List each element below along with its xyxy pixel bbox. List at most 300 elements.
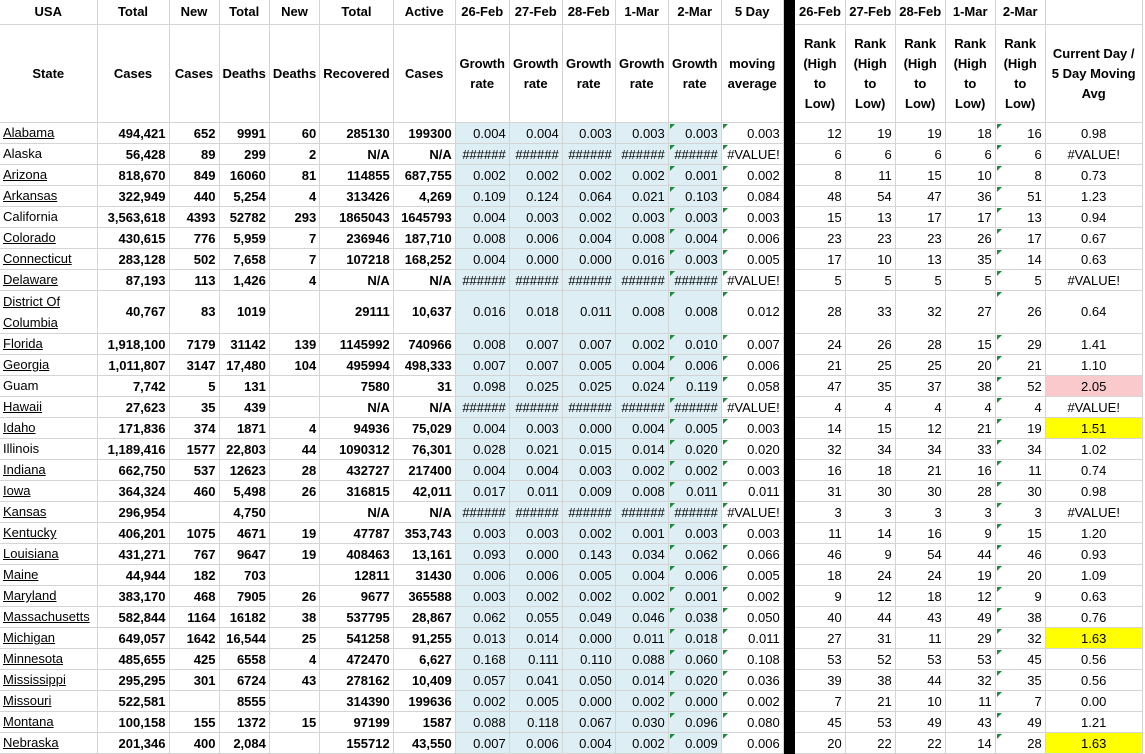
data-cell[interactable]: 3 <box>845 502 895 523</box>
data-cell[interactable]: 0.020 <box>668 670 721 691</box>
header-cell[interactable]: 5 Day <box>721 0 783 25</box>
state-name-cell[interactable]: Idaho <box>0 418 97 439</box>
state-name-cell[interactable]: California <box>0 207 97 228</box>
data-cell[interactable]: 0.003 <box>562 123 615 144</box>
data-cell[interactable]: 54 <box>895 544 945 565</box>
data-cell[interactable]: N/A <box>320 502 393 523</box>
data-cell[interactable]: 0.008 <box>455 334 509 355</box>
data-cell[interactable]: 502 <box>169 249 219 270</box>
data-cell[interactable]: 4,269 <box>393 186 455 207</box>
data-cell[interactable]: 24 <box>895 565 945 586</box>
data-cell[interactable]: 217400 <box>393 460 455 481</box>
header-cell[interactable]: Rank (High to Low) <box>895 25 945 123</box>
data-cell[interactable]: 13 <box>845 207 895 228</box>
state-name-cell[interactable]: Mississippi <box>0 670 97 691</box>
data-cell[interactable]: 0.041 <box>509 670 562 691</box>
data-cell[interactable]: 1,189,416 <box>97 439 169 460</box>
data-cell[interactable]: 0.020 <box>668 439 721 460</box>
header-cell[interactable]: 27-Feb <box>845 0 895 25</box>
state-name-cell[interactable]: Nebraska <box>0 733 97 754</box>
data-cell[interactable]: 18 <box>795 565 845 586</box>
data-cell[interactable]: 17,480 <box>219 355 269 376</box>
data-cell[interactable]: 0.002 <box>668 460 721 481</box>
data-cell[interactable]: 818,670 <box>97 165 169 186</box>
data-cell[interactable]: 21 <box>945 418 995 439</box>
data-cell[interactable]: 29111 <box>320 291 393 334</box>
data-cell[interactable]: 49 <box>895 712 945 733</box>
data-cell[interactable]: #VALUE! <box>1045 397 1142 418</box>
data-cell[interactable]: 27 <box>945 291 995 334</box>
data-cell[interactable]: ###### <box>615 502 668 523</box>
data-cell[interactable]: 313426 <box>320 186 393 207</box>
data-cell[interactable]: 24 <box>795 334 845 355</box>
data-cell[interactable]: 53 <box>845 712 895 733</box>
data-cell[interactable]: 24 <box>845 565 895 586</box>
data-cell[interactable]: 1865043 <box>320 207 393 228</box>
data-cell[interactable]: 0.002 <box>562 586 615 607</box>
data-cell[interactable]: 0.011 <box>721 628 783 649</box>
data-cell[interactable]: 0.004 <box>455 460 509 481</box>
data-cell[interactable]: 27 <box>795 628 845 649</box>
data-cell[interactable]: 0.084 <box>721 186 783 207</box>
data-cell[interactable]: 11 <box>795 523 845 544</box>
data-cell[interactable]: 171,836 <box>97 418 169 439</box>
data-cell[interactable]: 34 <box>845 439 895 460</box>
data-cell[interactable]: 849 <box>169 165 219 186</box>
data-cell[interactable]: 652 <box>169 123 219 144</box>
data-cell[interactable]: 28,867 <box>393 607 455 628</box>
data-cell[interactable]: 60 <box>269 123 319 144</box>
data-cell[interactable]: 9647 <box>219 544 269 565</box>
data-cell[interactable]: 1,011,807 <box>97 355 169 376</box>
data-cell[interactable]: 17 <box>945 207 995 228</box>
data-cell[interactable]: 18 <box>945 123 995 144</box>
data-cell[interactable]: 12 <box>895 418 945 439</box>
data-cell[interactable]: 0.005 <box>668 418 721 439</box>
data-cell[interactable]: 0.002 <box>455 165 509 186</box>
data-cell[interactable]: 6 <box>945 144 995 165</box>
data-cell[interactable]: 40 <box>795 607 845 628</box>
data-cell[interactable]: 0.050 <box>721 607 783 628</box>
data-cell[interactable]: 2 <box>269 144 319 165</box>
data-cell[interactable]: 52 <box>845 649 895 670</box>
data-cell[interactable]: 43 <box>895 607 945 628</box>
data-cell[interactable]: 28 <box>945 481 995 502</box>
data-cell[interactable]: 0.014 <box>615 670 668 691</box>
data-cell[interactable]: 139 <box>269 334 319 355</box>
data-cell[interactable]: 35 <box>845 376 895 397</box>
data-cell[interactable]: ###### <box>668 144 721 165</box>
data-cell[interactable]: 0.007 <box>721 334 783 355</box>
data-cell[interactable]: 283,128 <box>97 249 169 270</box>
header-cell[interactable]: Active <box>393 0 455 25</box>
data-cell[interactable]: 0.060 <box>668 649 721 670</box>
data-cell[interactable]: 0.108 <box>721 649 783 670</box>
data-cell[interactable]: 0.004 <box>615 418 668 439</box>
header-cell[interactable]: Recovered <box>320 25 393 123</box>
data-cell[interactable]: 0.007 <box>562 334 615 355</box>
data-cell[interactable]: 8 <box>795 165 845 186</box>
data-cell[interactable]: 0.005 <box>721 565 783 586</box>
data-cell[interactable]: 0.008 <box>615 481 668 502</box>
data-cell[interactable]: 0.011 <box>668 481 721 502</box>
data-cell[interactable]: 4 <box>995 397 1045 418</box>
data-cell[interactable]: #VALUE! <box>721 270 783 291</box>
data-cell[interactable]: 0.000 <box>562 418 615 439</box>
data-cell[interactable]: 29 <box>995 334 1045 355</box>
data-cell[interactable]: 0.018 <box>668 628 721 649</box>
data-cell[interactable]: 439 <box>219 397 269 418</box>
data-cell[interactable]: 0.63 <box>1045 586 1142 607</box>
data-cell[interactable]: 353,743 <box>393 523 455 544</box>
data-cell[interactable]: 34 <box>895 439 945 460</box>
data-cell[interactable]: 7179 <box>169 334 219 355</box>
data-cell[interactable]: 15 <box>269 712 319 733</box>
data-cell[interactable]: 9677 <box>320 586 393 607</box>
data-cell[interactable]: ###### <box>668 397 721 418</box>
data-cell[interactable]: 0.093 <box>455 544 509 565</box>
data-cell[interactable]: 29 <box>945 628 995 649</box>
data-cell[interactable]: ###### <box>562 144 615 165</box>
data-cell[interactable]: 0.006 <box>509 228 562 249</box>
data-cell[interactable]: 11 <box>995 460 1045 481</box>
data-cell[interactable]: 0.003 <box>721 418 783 439</box>
data-cell[interactable]: 537795 <box>320 607 393 628</box>
data-cell[interactable]: 9 <box>795 586 845 607</box>
data-cell[interactable]: 0.015 <box>562 439 615 460</box>
data-cell[interactable]: 39 <box>795 670 845 691</box>
header-cell[interactable]: Cases <box>97 25 169 123</box>
data-cell[interactable]: 0.004 <box>562 733 615 754</box>
data-cell[interactable]: 0.062 <box>455 607 509 628</box>
data-cell[interactable]: 21 <box>995 355 1045 376</box>
data-cell[interactable]: ###### <box>668 502 721 523</box>
data-cell[interactable] <box>269 565 319 586</box>
data-cell[interactable]: 25 <box>269 628 319 649</box>
data-cell[interactable]: 51 <box>995 186 1045 207</box>
data-cell[interactable]: 15 <box>795 207 845 228</box>
header-cell[interactable]: Deaths <box>269 25 319 123</box>
data-cell[interactable]: 12623 <box>219 460 269 481</box>
data-cell[interactable]: 17 <box>995 228 1045 249</box>
data-cell[interactable]: 1090312 <box>320 439 393 460</box>
data-cell[interactable]: 52782 <box>219 207 269 228</box>
data-cell[interactable]: N/A <box>393 270 455 291</box>
data-cell[interactable] <box>269 397 319 418</box>
data-cell[interactable]: 47 <box>895 186 945 207</box>
data-cell[interactable]: 0.003 <box>455 523 509 544</box>
header-cell[interactable]: 2-Mar <box>668 0 721 25</box>
data-cell[interactable]: 296,954 <box>97 502 169 523</box>
data-cell[interactable]: 37 <box>895 376 945 397</box>
data-cell[interactable]: 0.080 <box>721 712 783 733</box>
data-cell[interactable]: 0.005 <box>562 565 615 586</box>
data-cell[interactable]: 0.004 <box>509 123 562 144</box>
data-cell[interactable]: 22 <box>845 733 895 754</box>
data-cell[interactable]: 0.006 <box>455 565 509 586</box>
data-cell[interactable]: 0.004 <box>668 228 721 249</box>
data-cell[interactable]: 5 <box>169 376 219 397</box>
data-cell[interactable]: 3 <box>945 502 995 523</box>
data-cell[interactable]: 34 <box>995 439 1045 460</box>
data-cell[interactable]: 740966 <box>393 334 455 355</box>
data-cell[interactable]: 1.63 <box>1045 733 1142 754</box>
data-cell[interactable]: 0.006 <box>721 733 783 754</box>
state-name-cell[interactable]: Maine <box>0 565 97 586</box>
data-cell[interactable]: 0.002 <box>721 586 783 607</box>
data-cell[interactable]: 0.018 <box>509 291 562 334</box>
data-cell[interactable]: 168,252 <box>393 249 455 270</box>
data-cell[interactable]: 45 <box>995 649 1045 670</box>
data-cell[interactable]: ###### <box>562 397 615 418</box>
data-cell[interactable]: 7580 <box>320 376 393 397</box>
data-cell[interactable]: 25 <box>845 355 895 376</box>
data-cell[interactable]: 0.067 <box>562 712 615 733</box>
data-cell[interactable]: 10 <box>845 249 895 270</box>
data-cell[interactable] <box>269 691 319 712</box>
data-cell[interactable]: 1642 <box>169 628 219 649</box>
header-cell[interactable]: Total <box>219 0 269 25</box>
data-cell[interactable]: 0.143 <box>562 544 615 565</box>
data-cell[interactable]: 155712 <box>320 733 393 754</box>
data-cell[interactable]: 425 <box>169 649 219 670</box>
data-cell[interactable]: #VALUE! <box>721 144 783 165</box>
state-name-cell[interactable]: Colorado <box>0 228 97 249</box>
data-cell[interactable]: 0.003 <box>721 207 783 228</box>
data-cell[interactable]: 0.001 <box>668 586 721 607</box>
data-cell[interactable]: 406,201 <box>97 523 169 544</box>
data-cell[interactable]: 0.004 <box>455 123 509 144</box>
data-cell[interactable]: N/A <box>393 502 455 523</box>
state-name-cell[interactable]: Alaska <box>0 144 97 165</box>
data-cell[interactable]: 767 <box>169 544 219 565</box>
data-cell[interactable]: 0.034 <box>615 544 668 565</box>
data-cell[interactable]: 11 <box>845 165 895 186</box>
data-cell[interactable]: 0.036 <box>721 670 783 691</box>
data-cell[interactable]: 0.014 <box>509 628 562 649</box>
data-cell[interactable]: 0.088 <box>615 649 668 670</box>
header-cell[interactable]: Cases <box>169 25 219 123</box>
data-cell[interactable]: 1.63 <box>1045 628 1142 649</box>
header-cell[interactable]: Rank (High to Low) <box>845 25 895 123</box>
data-cell[interactable]: 6,627 <box>393 649 455 670</box>
data-cell[interactable]: 1.02 <box>1045 439 1142 460</box>
data-cell[interactable]: 1075 <box>169 523 219 544</box>
data-cell[interactable]: 0.020 <box>721 439 783 460</box>
data-cell[interactable]: 5,959 <box>219 228 269 249</box>
data-cell[interactable]: 6 <box>995 144 1045 165</box>
data-cell[interactable]: 43 <box>945 712 995 733</box>
data-cell[interactable]: 15 <box>895 165 945 186</box>
header-cell[interactable]: moving average <box>721 25 783 123</box>
data-cell[interactable]: 5 <box>795 270 845 291</box>
data-cell[interactable]: 0.003 <box>668 249 721 270</box>
data-cell[interactable]: 0.002 <box>615 165 668 186</box>
header-cell[interactable]: Growth rate <box>615 25 668 123</box>
data-cell[interactable]: 201,346 <box>97 733 169 754</box>
data-cell[interactable]: 44,944 <box>97 565 169 586</box>
data-cell[interactable]: 0.008 <box>615 228 668 249</box>
data-cell[interactable]: 25 <box>895 355 945 376</box>
data-cell[interactable]: 0.124 <box>509 186 562 207</box>
data-cell[interactable]: 0.002 <box>721 165 783 186</box>
data-cell[interactable]: 703 <box>219 565 269 586</box>
data-cell[interactable]: N/A <box>320 144 393 165</box>
data-cell[interactable]: 47 <box>795 376 845 397</box>
data-cell[interactable]: ###### <box>615 397 668 418</box>
state-name-cell[interactable]: Massachusetts <box>0 607 97 628</box>
data-cell[interactable]: 0.67 <box>1045 228 1142 249</box>
data-cell[interactable]: 7,658 <box>219 249 269 270</box>
data-cell[interactable]: 38 <box>945 376 995 397</box>
data-cell[interactable]: 21 <box>845 691 895 712</box>
data-cell[interactable]: 0.096 <box>668 712 721 733</box>
data-cell[interactable]: 0.046 <box>615 607 668 628</box>
data-cell[interactable]: 30 <box>895 481 945 502</box>
data-cell[interactable]: 97199 <box>320 712 393 733</box>
data-cell[interactable]: 13 <box>995 207 1045 228</box>
data-cell[interactable]: 0.63 <box>1045 249 1142 270</box>
state-name-cell[interactable]: District Of Columbia <box>0 291 97 334</box>
data-cell[interactable]: 582,844 <box>97 607 169 628</box>
data-cell[interactable]: 0.110 <box>562 649 615 670</box>
data-cell[interactable]: 0.98 <box>1045 123 1142 144</box>
data-cell[interactable]: 431,271 <box>97 544 169 565</box>
data-cell[interactable]: 114855 <box>320 165 393 186</box>
data-cell[interactable]: N/A <box>393 144 455 165</box>
data-cell[interactable]: 104 <box>269 355 319 376</box>
data-cell[interactable]: 182 <box>169 565 219 586</box>
data-cell[interactable]: ###### <box>509 144 562 165</box>
header-cell[interactable]: Current Day / 5 Day Moving Avg <box>1045 25 1142 123</box>
data-cell[interactable]: 4671 <box>219 523 269 544</box>
data-cell[interactable]: 16,544 <box>219 628 269 649</box>
header-cell[interactable]: State <box>0 25 97 123</box>
data-cell[interactable]: 0.003 <box>615 207 668 228</box>
data-cell[interactable]: 0.010 <box>668 334 721 355</box>
data-cell[interactable]: 38 <box>269 607 319 628</box>
data-cell[interactable]: 20 <box>995 565 1045 586</box>
data-cell[interactable]: 94936 <box>320 418 393 439</box>
data-cell[interactable]: 199636 <box>393 691 455 712</box>
data-cell[interactable]: 23 <box>795 228 845 249</box>
data-cell[interactable]: 21 <box>795 355 845 376</box>
data-cell[interactable]: 0.005 <box>562 355 615 376</box>
data-cell[interactable]: 0.062 <box>668 544 721 565</box>
data-cell[interactable]: 0.009 <box>562 481 615 502</box>
data-cell[interactable]: 0.006 <box>721 228 783 249</box>
data-cell[interactable]: 0.012 <box>721 291 783 334</box>
data-cell[interactable]: ###### <box>455 144 509 165</box>
data-cell[interactable]: 0.006 <box>721 355 783 376</box>
data-cell[interactable]: 42,011 <box>393 481 455 502</box>
data-cell[interactable]: 87,193 <box>97 270 169 291</box>
data-cell[interactable] <box>269 502 319 523</box>
data-cell[interactable]: 7,742 <box>97 376 169 397</box>
data-cell[interactable]: 0.004 <box>455 418 509 439</box>
state-name-cell[interactable]: Delaware <box>0 270 97 291</box>
data-cell[interactable]: 19 <box>895 123 945 144</box>
data-cell[interactable]: 0.058 <box>721 376 783 397</box>
data-cell[interactable]: 131 <box>219 376 269 397</box>
data-cell[interactable]: 0.003 <box>509 418 562 439</box>
data-cell[interactable]: 0.016 <box>455 291 509 334</box>
data-cell[interactable]: 0.011 <box>562 291 615 334</box>
data-cell[interactable]: 0.74 <box>1045 460 1142 481</box>
data-cell[interactable]: 38 <box>845 670 895 691</box>
data-cell[interactable]: 0.94 <box>1045 207 1142 228</box>
data-cell[interactable]: 44 <box>845 607 895 628</box>
data-cell[interactable]: 16182 <box>219 607 269 628</box>
data-cell[interactable]: 35 <box>169 397 219 418</box>
data-cell[interactable]: 16 <box>795 460 845 481</box>
data-cell[interactable]: 12 <box>945 586 995 607</box>
data-cell[interactable]: 40,767 <box>97 291 169 334</box>
data-cell[interactable]: 1019 <box>219 291 269 334</box>
data-cell[interactable]: 53 <box>795 649 845 670</box>
data-cell[interactable]: 16060 <box>219 165 269 186</box>
data-cell[interactable]: 17 <box>795 249 845 270</box>
data-cell[interactable]: 1372 <box>219 712 269 733</box>
data-cell[interactable]: 6 <box>895 144 945 165</box>
data-cell[interactable]: 155 <box>169 712 219 733</box>
state-name-cell[interactable]: Louisiana <box>0 544 97 565</box>
state-name-cell[interactable]: Florida <box>0 334 97 355</box>
data-cell[interactable]: 0.008 <box>615 291 668 334</box>
data-cell[interactable]: 46 <box>995 544 1045 565</box>
data-cell[interactable]: #VALUE! <box>1045 502 1142 523</box>
data-cell[interactable]: 10,409 <box>393 670 455 691</box>
data-cell[interactable]: 46 <box>795 544 845 565</box>
data-cell[interactable]: 26 <box>945 228 995 249</box>
data-cell[interactable]: 0.024 <box>615 376 668 397</box>
data-cell[interactable]: 7 <box>995 691 1045 712</box>
data-cell[interactable]: 7905 <box>219 586 269 607</box>
header-cell[interactable]: Total <box>97 0 169 25</box>
data-cell[interactable]: 26 <box>995 291 1045 334</box>
data-cell[interactable]: 18 <box>845 460 895 481</box>
data-cell[interactable]: 0.001 <box>615 523 668 544</box>
data-cell[interactable]: 19 <box>995 418 1045 439</box>
data-cell[interactable]: 4 <box>269 186 319 207</box>
data-cell[interactable] <box>169 502 219 523</box>
data-cell[interactable]: 48 <box>795 186 845 207</box>
data-cell[interactable]: ###### <box>509 502 562 523</box>
data-cell[interactable]: 20 <box>795 733 845 754</box>
data-cell[interactable]: 81 <box>269 165 319 186</box>
data-cell[interactable]: 0.003 <box>721 523 783 544</box>
data-cell[interactable]: 32 <box>895 291 945 334</box>
data-cell[interactable]: 17 <box>895 207 945 228</box>
data-cell[interactable]: 5 <box>845 270 895 291</box>
data-cell[interactable]: 28 <box>995 733 1045 754</box>
state-name-cell[interactable]: Maryland <box>0 586 97 607</box>
data-cell[interactable]: 0.118 <box>509 712 562 733</box>
data-cell[interactable]: 0.049 <box>562 607 615 628</box>
data-cell[interactable]: #VALUE! <box>721 397 783 418</box>
data-cell[interactable]: 15 <box>845 418 895 439</box>
data-cell[interactable]: 5,498 <box>219 481 269 502</box>
data-cell[interactable]: 0.000 <box>509 544 562 565</box>
data-cell[interactable]: 5 <box>945 270 995 291</box>
data-cell[interactable]: 364,324 <box>97 481 169 502</box>
data-cell[interactable]: #VALUE! <box>1045 270 1142 291</box>
data-cell[interactable]: 100,158 <box>97 712 169 733</box>
data-cell[interactable]: 18 <box>895 586 945 607</box>
data-cell[interactable]: 0.003 <box>668 207 721 228</box>
data-cell[interactable]: 0.038 <box>668 607 721 628</box>
data-cell[interactable]: 0.098 <box>455 376 509 397</box>
